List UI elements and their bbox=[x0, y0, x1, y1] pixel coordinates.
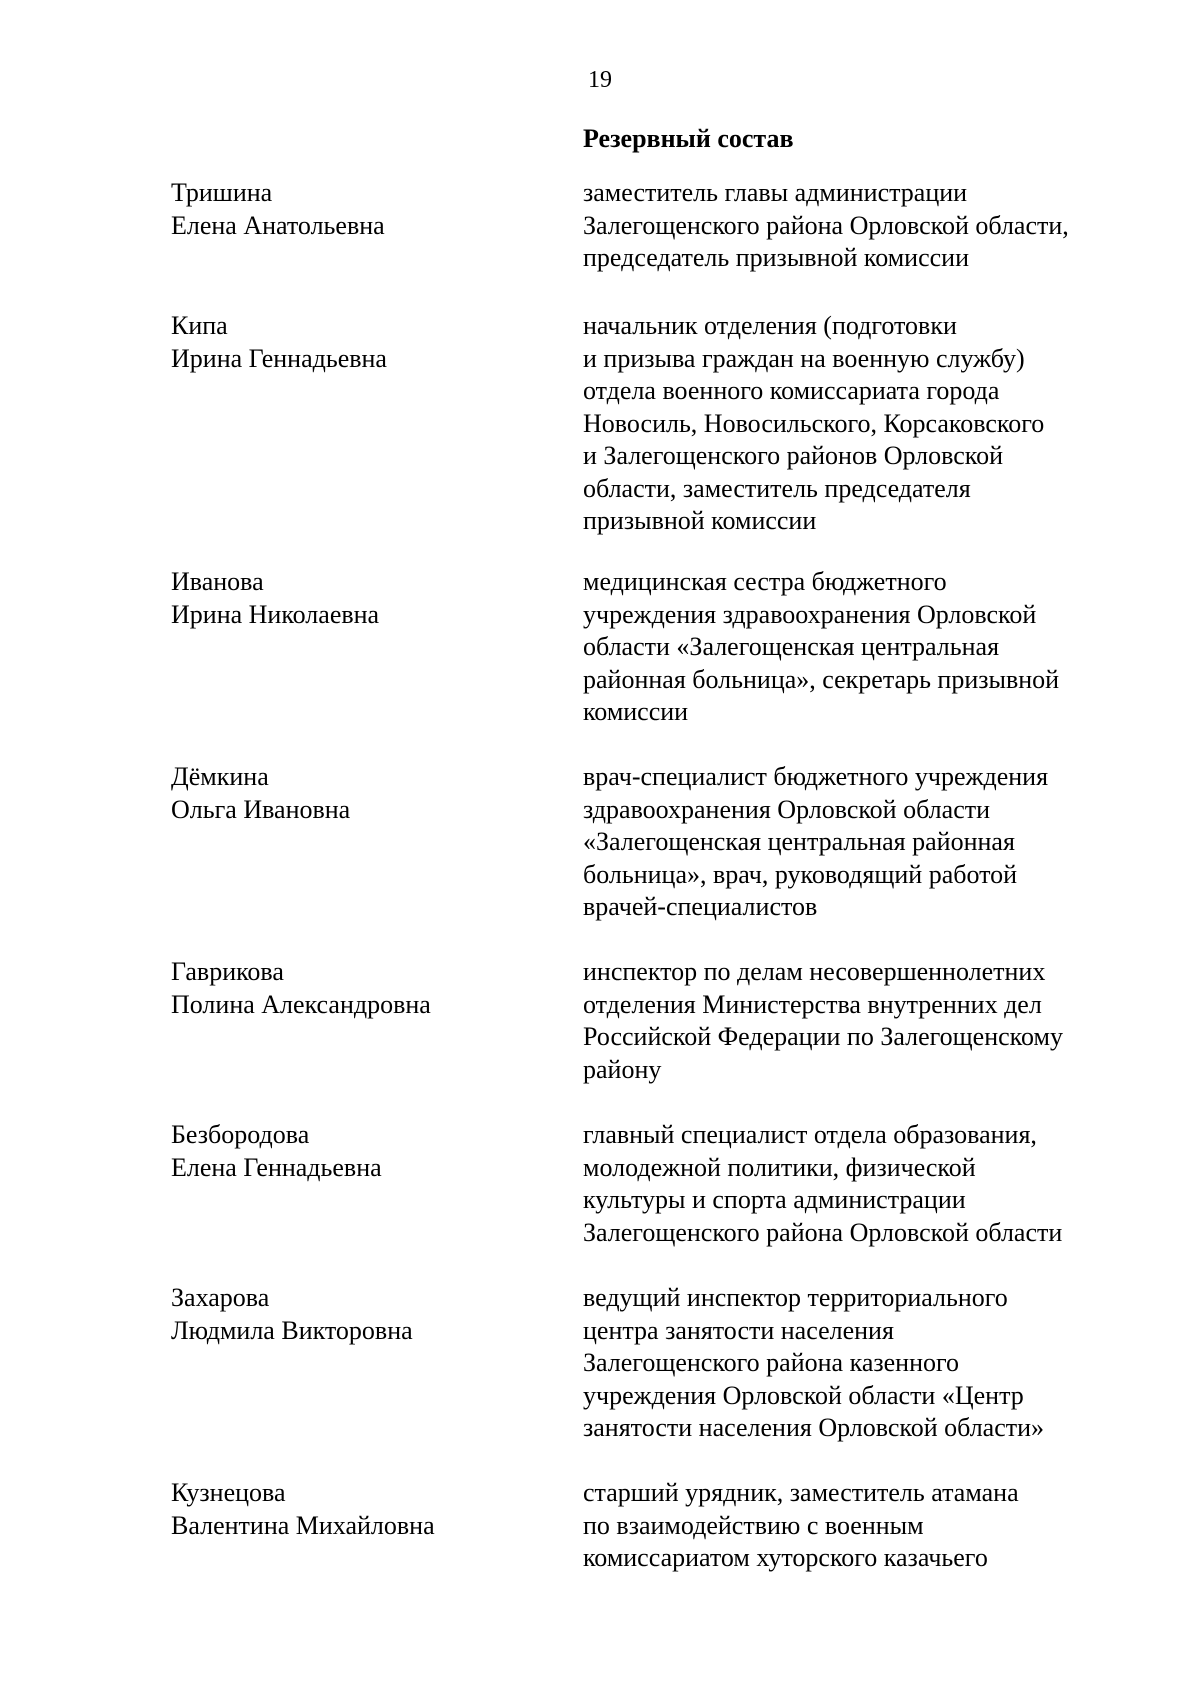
position-line: району bbox=[583, 1054, 662, 1084]
member-name bbox=[171, 1119, 551, 1184]
member-position bbox=[583, 566, 1173, 729]
member-given-names: Ирина Николаевна bbox=[171, 599, 380, 629]
position-line: главный специалист отдела образования, bbox=[583, 1120, 1037, 1149]
member-position bbox=[583, 1477, 1173, 1575]
member-surname: Кипа bbox=[171, 311, 228, 340]
position-line: здравоохранения Орловской области bbox=[583, 794, 991, 824]
member-given-names: Елена Геннадьевна bbox=[171, 1152, 382, 1182]
member-given-names: Людмила Викторовна bbox=[171, 1315, 413, 1345]
position-line: инспектор по делам несовершеннолетних bbox=[583, 957, 1046, 986]
position-line: призывной комиссии bbox=[583, 506, 817, 535]
member-surname: Безбородова bbox=[171, 1120, 310, 1149]
member-position bbox=[583, 177, 1173, 275]
position-line: врач-специалист бюджетного учреждения bbox=[583, 762, 1049, 791]
member-name bbox=[171, 761, 551, 826]
position-line: комиссии bbox=[583, 697, 689, 726]
member-position bbox=[583, 956, 1173, 1086]
position-line: центра занятости населения bbox=[583, 1315, 894, 1345]
member-surname: Тришина bbox=[171, 178, 273, 207]
member-position bbox=[583, 310, 1173, 538]
position-line: районная больница», секретарь призывной bbox=[583, 664, 1060, 694]
position-line: заместитель главы администрации bbox=[583, 178, 968, 207]
member-surname: Захарова bbox=[171, 1283, 270, 1312]
member-surname: Иванова bbox=[171, 567, 264, 596]
member-given-names: Елена Анатольевна bbox=[171, 210, 385, 240]
position-line: отделения Министерства внутренних дел bbox=[583, 989, 1042, 1019]
page-number: 19 bbox=[588, 67, 612, 93]
position-line: медицинская сестра бюджетного bbox=[583, 567, 947, 596]
position-line: «Залегощенская центральная районная bbox=[583, 827, 1015, 856]
member-position bbox=[583, 761, 1173, 924]
member-name bbox=[171, 310, 551, 375]
member-given-names: Валентина Михайловна bbox=[171, 1510, 435, 1540]
position-line: Залегощенского района Орловской области bbox=[583, 1217, 1063, 1247]
member-name bbox=[171, 1477, 551, 1542]
position-line: отдела военного комиссариата города bbox=[583, 376, 1000, 405]
position-line: комиссариатом хуторского казачьего bbox=[583, 1543, 988, 1572]
position-line: председатель призывной комиссии bbox=[583, 243, 969, 272]
position-line: по взаимодействию с военным bbox=[583, 1510, 924, 1540]
member-given-names: Ольга Ивановна bbox=[171, 794, 351, 824]
position-line: области «Залегощенская центральная bbox=[583, 632, 1000, 661]
position-line: больница», врач, руководящий работой bbox=[583, 859, 1018, 889]
member-surname: Дёмкина bbox=[171, 762, 269, 791]
member-given-names: Ирина Геннадьевна bbox=[171, 343, 387, 373]
position-line: Залегощенского района казенного bbox=[583, 1348, 960, 1377]
position-line: учреждения здравоохранения Орловской bbox=[583, 599, 1037, 629]
position-line: молодежной политики, физической bbox=[583, 1152, 976, 1182]
member-surname: Кузнецова bbox=[171, 1478, 286, 1507]
position-line: начальник отделения (подготовки bbox=[583, 311, 957, 340]
member-name bbox=[171, 1282, 551, 1347]
position-line: Новосиль, Новосильского, Корсаковского bbox=[583, 408, 1045, 438]
member-name bbox=[171, 566, 551, 631]
position-line: занятости населения Орловской области» bbox=[583, 1413, 1045, 1442]
member-name bbox=[171, 177, 551, 242]
position-line: и Залегощенского районов Орловской bbox=[583, 441, 1004, 470]
position-line: Залегощенского района Орловской области, bbox=[583, 210, 1069, 240]
member-given-names: Полина Александровна bbox=[171, 989, 431, 1019]
position-line: врачей-специалистов bbox=[583, 892, 818, 921]
position-line: области, заместитель председателя bbox=[583, 473, 971, 503]
position-line: ведущий инспектор территориального bbox=[583, 1283, 1008, 1312]
member-surname: Гаврикова bbox=[171, 957, 284, 986]
position-line: учреждения Орловской области «Центр bbox=[583, 1380, 1024, 1410]
position-line: старший урядник, заместитель атамана bbox=[583, 1478, 1019, 1507]
member-name bbox=[171, 956, 551, 1021]
position-line: Российской Федерации по Залегощенскому bbox=[583, 1022, 1063, 1051]
member-position bbox=[583, 1282, 1173, 1445]
position-line: культуры и спорта администрации bbox=[583, 1185, 966, 1214]
section-title: Резервный состав bbox=[583, 124, 794, 153]
position-line: и призыва граждан на военную службу) bbox=[583, 343, 1025, 373]
member-position bbox=[583, 1119, 1173, 1249]
